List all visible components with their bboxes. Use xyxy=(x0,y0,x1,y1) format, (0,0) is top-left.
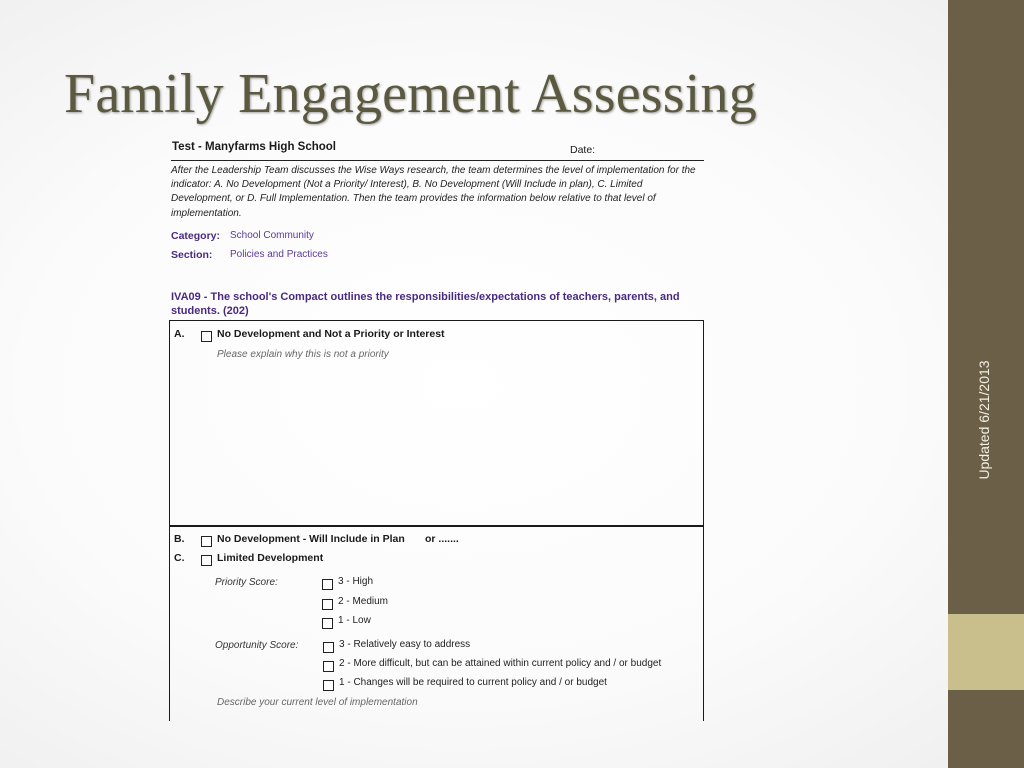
priority-high-label: 3 - High xyxy=(338,576,374,587)
option-c-letter: C. xyxy=(174,552,185,564)
date-label: Date: xyxy=(570,144,596,156)
option-bc-box xyxy=(169,526,704,721)
school-name: Test - Manyfarms High School xyxy=(172,141,337,153)
option-b-letter: B. xyxy=(174,533,185,545)
opportunity-2-checkbox[interactable] xyxy=(323,661,334,672)
describe-implementation-field[interactable]: Describe your current level of implementation xyxy=(217,697,418,708)
option-a-letter: A. xyxy=(174,328,185,340)
priority-score-label: Priority Score: xyxy=(215,577,278,588)
form-header xyxy=(171,140,704,161)
opportunity-1-checkbox[interactable] xyxy=(323,680,334,691)
updated-date: Updated 6/21/2013 xyxy=(976,360,992,480)
priority-high-checkbox[interactable] xyxy=(322,579,333,590)
section-value: Policies and Practices xyxy=(230,249,328,260)
opportunity-3-checkbox[interactable] xyxy=(323,642,334,653)
priority-medium-label: 2 - Medium xyxy=(338,596,389,607)
option-a-label: No Development and Not a Priority or Interest xyxy=(217,328,445,340)
option-or-text: or ....... xyxy=(425,533,459,545)
option-b-checkbox[interactable] xyxy=(201,536,212,547)
priority-medium-checkbox[interactable] xyxy=(322,599,333,610)
category-value: School Community xyxy=(230,230,314,241)
sidebar-accent-block xyxy=(948,614,1024,690)
opportunity-2-label: 2 - More difficult, but can be attained within current policy and / or budget xyxy=(339,658,662,669)
option-a-explain-field[interactable]: Please explain why this is not a priority xyxy=(217,349,389,360)
opportunity-1-label: 1 - Changes will be required to current policy and / or budget xyxy=(339,677,607,688)
option-c-label: Limited Development xyxy=(217,552,324,564)
option-a-checkbox[interactable] xyxy=(201,331,212,342)
option-c-checkbox[interactable] xyxy=(201,555,212,566)
option-a-box xyxy=(169,320,704,526)
category-label: Category: xyxy=(171,230,221,242)
instructions-text: After the Leadership Team discusses the Wise Ways research, the team determines the level of implementation for the indicator: A. No Development (Not a Priority/ Interest), B. No Development (Will Include in plan), C. Limited Development, or D. Full Implementation. Then the team provides the information below relative to that level of implementation. xyxy=(171,165,696,219)
priority-low-checkbox[interactable] xyxy=(322,618,333,629)
option-b-label: No Development - Will Include in Plan xyxy=(217,533,405,545)
indicator-title: IVA09 - The school's Compact outlines the responsibilities/expectations of teachers, parents, and students. (202) xyxy=(171,291,680,317)
priority-low-label: 1 - Low xyxy=(338,615,371,626)
slide-title: Family Engagement Assessing xyxy=(64,63,757,125)
section-label: Section: xyxy=(171,249,213,261)
assessment-form xyxy=(171,140,704,718)
opportunity-3-label: 3 - Relatively easy to address xyxy=(339,639,471,650)
opportunity-score-label: Opportunity Score: xyxy=(215,640,299,651)
